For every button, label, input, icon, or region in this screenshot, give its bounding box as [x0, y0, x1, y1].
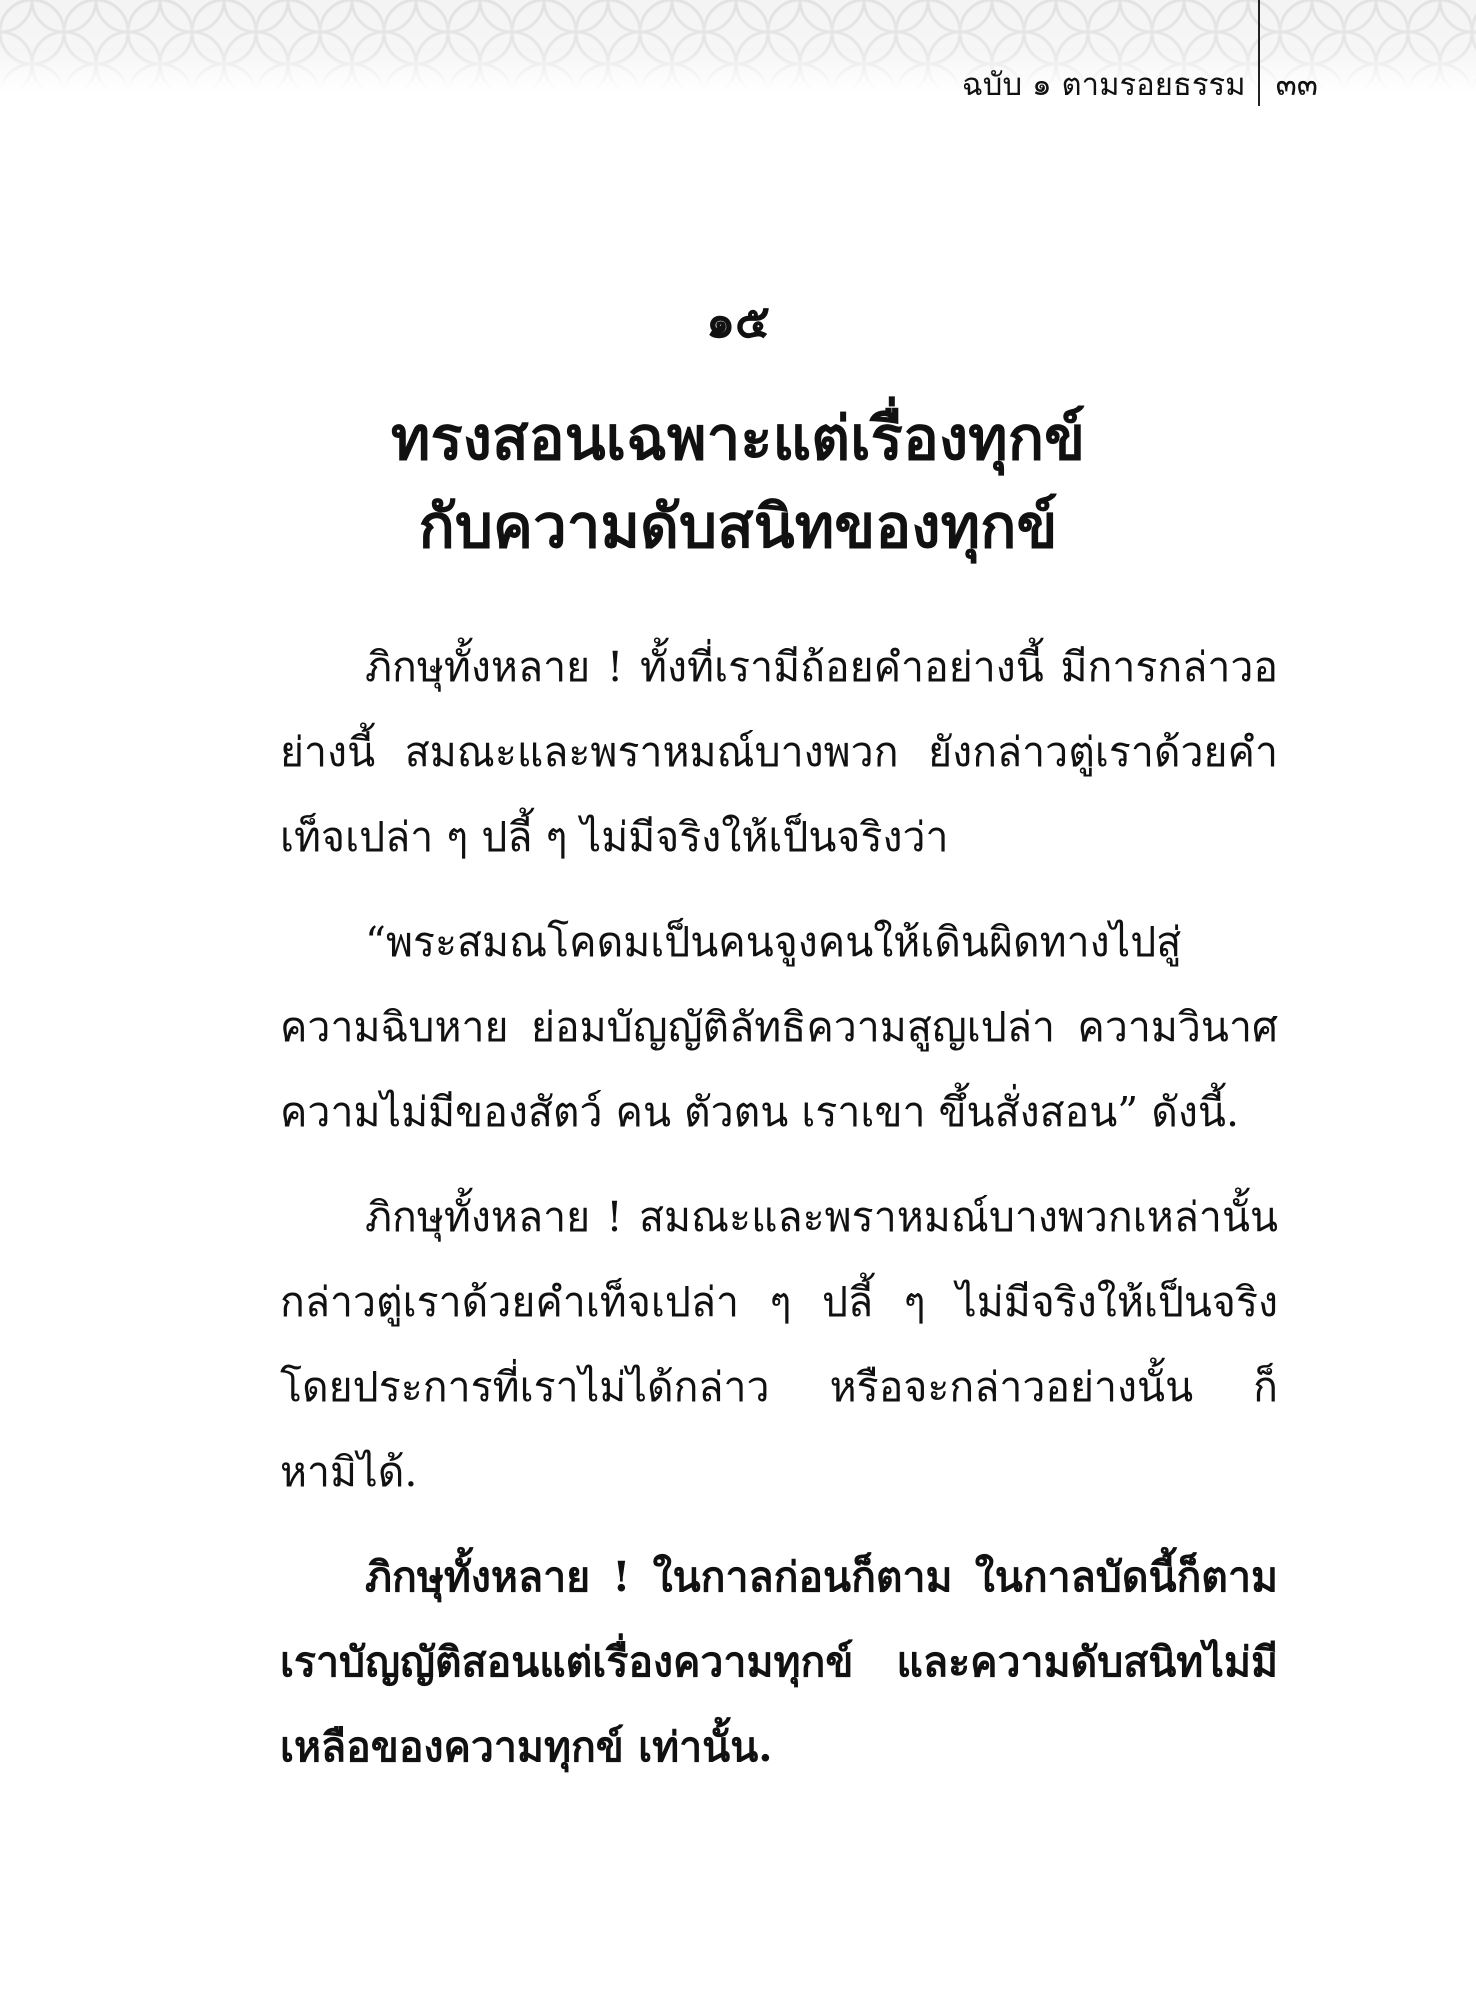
header-divider	[1258, 0, 1260, 106]
chapter-title-line: ทรงสอนเฉพาะแต่เรื่องทุกข์	[390, 404, 1086, 474]
paragraph: ภิกษุทั้งหลาย ! ในกาลก่อนก็ตาม ในกาลบัดนี้ก็ตามเราบัญญัติสอนแต่เรื่องความทุกข์ และความดับสนิทไม่มีเหลือของความทุกข์ เท่านั้น.	[280, 1553, 1278, 1771]
book-title: ฉบับ ๑ ตามรอยธรรม	[961, 67, 1246, 103]
chapter-title	[0, 395, 1476, 571]
body-text	[280, 625, 1278, 1810]
paragraph: ภิกษุทั้งหลาย ! สมณะและพราหมณ์บางพวกเหล่านั้นกล่าวตู่เราด้วยคำเท็จเปล่า ๆ ปลี้ ๆ ไม่มีจริงให้เป็นจริงโดยประการที่เราไม่ได้กล่าว หรือจะกล่าวอย่างนั้น ก็หามิได้.	[280, 1193, 1278, 1496]
chapter-title-line: กับความดับสนิทของทุกข์	[418, 492, 1058, 562]
page-number: ๓๓	[1275, 67, 1318, 103]
chapter-number: ๑๕	[705, 294, 770, 348]
paragraph: ภิกษุทั้งหลาย ! ทั้งที่เรามีถ้อยคำอย่างนี้ มีการกล่าวอย่างนี้ สมณะและพราหมณ์บางพวก ยังกล่าวตู่เราด้วยคำเท็จเปล่า ๆ ปลี้ ๆ ไม่มีจริงให้เป็นจริงว่า	[280, 643, 1278, 861]
paragraph: “พระสมณโคดมเป็นคนจูงคนให้เดินผิดทางไปสู่ความฉิบหาย ย่อมบัญญัติลัทธิความสูญเปล่า ความวินาศความไม่มีของสัตว์ คน ตัวตน เราเขา ขึ้นสั่งสอน” ดังนี้.	[280, 918, 1278, 1136]
running-header	[962, 62, 1318, 106]
